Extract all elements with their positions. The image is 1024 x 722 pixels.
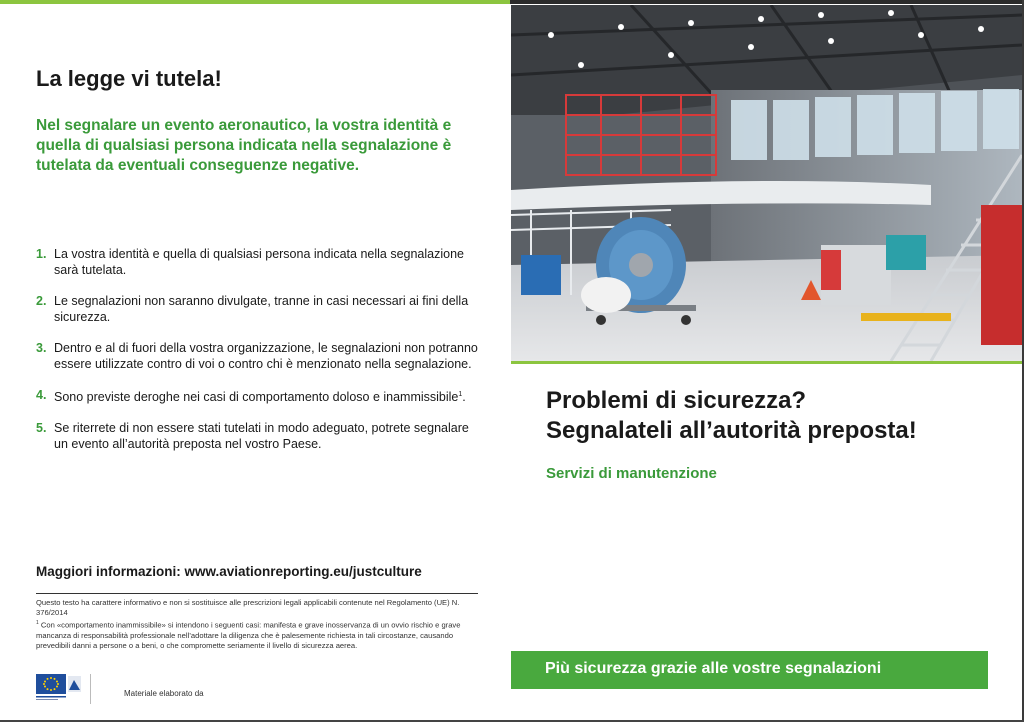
footnote-definition-text: Con «comportamento inammissibile» si intendono i seguenti casi: manifesta e grave inosservanza di un ovvio rischio e grave mancanza di responsabilità professionale nell’adottare la diligenza che è palesemente richiesta in tali circostanze, causando prevedibili danni a persone o a beni, o che compromette seriamente il livello di sicurezza aerea. [36,620,461,650]
list-text: Le segnalazioni non saranno divulgate, tranne in casi necessari ai fini della sicurezza. [54,294,469,324]
page-heading: La legge vi tutela! [36,66,222,91]
right-subtitle: Servizi di manutenzione [546,465,717,482]
list-number: 4. [36,388,47,402]
eu-flag-logo [36,674,82,704]
footnote-legal: Questo testo ha carattere informativo e non si sostituisce alle prescrizioni legali applicabili contenute nel Regolamento (UE) N. 376/2014 [36,598,460,617]
lead-paragraph: Nel segnalare un evento aeronautico, la vostra identità e quella di qualsiasi persona indicata nella segnalazione è tutelata da eventuali conseguenze negative. [36,117,452,174]
footnote [36,598,476,651]
top-accent-bar [0,0,510,4]
list-text: La vostra identità e quella di qualsiasi persona indicata nella segnalazione sarà tutelata. [54,247,464,277]
list-number: 1. [36,247,47,261]
more-info-link[interactable]: Maggiori informazioni: www.aviationreporting.eu/justculture [36,564,422,579]
list-item [36,420,486,452]
right-title-line2: Segnalateli all’autorità preposta! [546,417,917,444]
footnote-marker: 1 [458,391,463,398]
footnote-divider [36,593,478,594]
list-item [36,246,486,278]
prepared-by-label: Materiale elaborato da [124,689,204,698]
list-number: 5. [36,421,47,436]
list-item [36,387,486,405]
maintenance-hangar-photo [511,5,1022,361]
list-item [36,293,486,325]
list-text-tail: . [462,390,466,405]
list-text: Se riterrete di non essere stati tutelati in modo adeguato, potrete segnalare un evento all’autorità preposta nel vostro Paese. [54,421,469,452]
list-item [36,340,486,372]
footnote-definition [36,618,476,651]
footnote-marker: 1 [36,620,39,626]
photo-accent-rule [511,361,1022,364]
right-title [546,386,917,446]
logo-separator [90,674,91,704]
list-number: 2. [36,294,47,308]
bottom-banner [511,651,988,689]
protection-points-list [36,246,486,467]
top-dark-bar [510,0,1024,4]
list-text: Dentro e al di fuori della vostra organizzazione, le segnalazioni non potranno essere utilizzate contro di voi o contro chi è menzionato nella segnalazione. [54,341,478,371]
list-number: 3. [36,341,47,355]
list-text: Sono previste deroghe nei casi di comportamento doloso e inammissibile [54,390,459,405]
bottom-banner-text: Più sicurezza grazie alle vostre segnalazioni [545,660,882,677]
right-title-line1: Problemi di sicurezza? [546,387,807,414]
